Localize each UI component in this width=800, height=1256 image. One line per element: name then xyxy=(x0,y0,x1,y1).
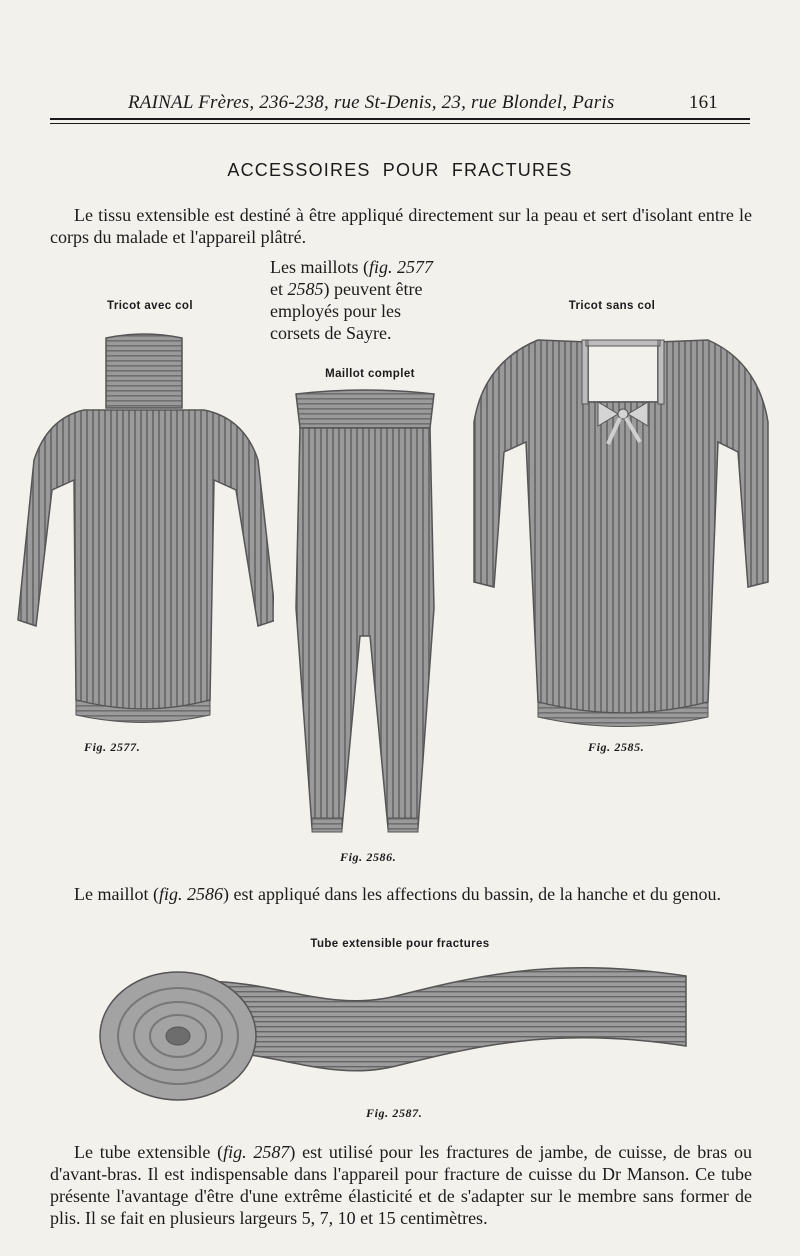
header-rule xyxy=(50,118,750,120)
fig-label-2585: Fig. 2585. xyxy=(588,740,645,754)
caption-maillot-complet: Maillot complet xyxy=(325,368,415,380)
sweater-with-collar-illustration xyxy=(14,330,274,730)
running-header xyxy=(118,92,718,118)
maillot-paragraph: Le maillot (fig. 2586) est appliqué dans les affections du bassin, de la hanche et du genou. xyxy=(74,884,722,904)
sweater-without-collar-illustration xyxy=(468,332,774,732)
section-title: ACCESSOIRES POUR FRACTURES xyxy=(227,160,573,180)
intro-paragraph: Le tissu extensible est destiné à être appliqué directement sur la peau et sert d'isolant entre le corps du malade et l'appareil plâtré. xyxy=(50,205,752,247)
fig-label-2586: Fig. 2586. xyxy=(340,850,397,864)
tube-paragraph: Le tube extensible (fig. 2587) est utilisé pour les fractures de jambe, de cuisse, de bras ou d'avant-bras. Il est indispensable dans l'appareil pour fracture de cuisse du Dr Manson. Ce tube présente l'avantage d'être d'une extrême élasticité et de s'adapter sur le membre sans former de plis. Il se fait en plusieurs largeurs 5, 7, 10 et 15 centimètres. xyxy=(50,1142,752,1228)
caption-tube-extensible: Tube extensible pour fractures xyxy=(310,938,490,950)
running-title: RAINAL Frères, 236-238, rue St-Denis, 23, rue Blondel, Paris xyxy=(128,92,615,113)
fig-label-2577: Fig. 2577. xyxy=(84,740,141,754)
maillots-note: Les maillots (fig. 2577 et 2585) peuvent être employés pour les corsets de Sayre. xyxy=(270,257,433,343)
fig-label-2587: Fig. 2587. xyxy=(366,1106,423,1120)
extensible-tube-illustration xyxy=(96,956,692,1106)
full-bodysuit-illustration xyxy=(290,388,440,834)
caption-tricot-sans-col: Tricot sans col xyxy=(568,300,656,312)
caption-tricot-avec-col: Tricot avec col xyxy=(107,300,193,312)
header-rule-thin xyxy=(50,123,750,124)
page-number: 161 xyxy=(688,92,718,113)
